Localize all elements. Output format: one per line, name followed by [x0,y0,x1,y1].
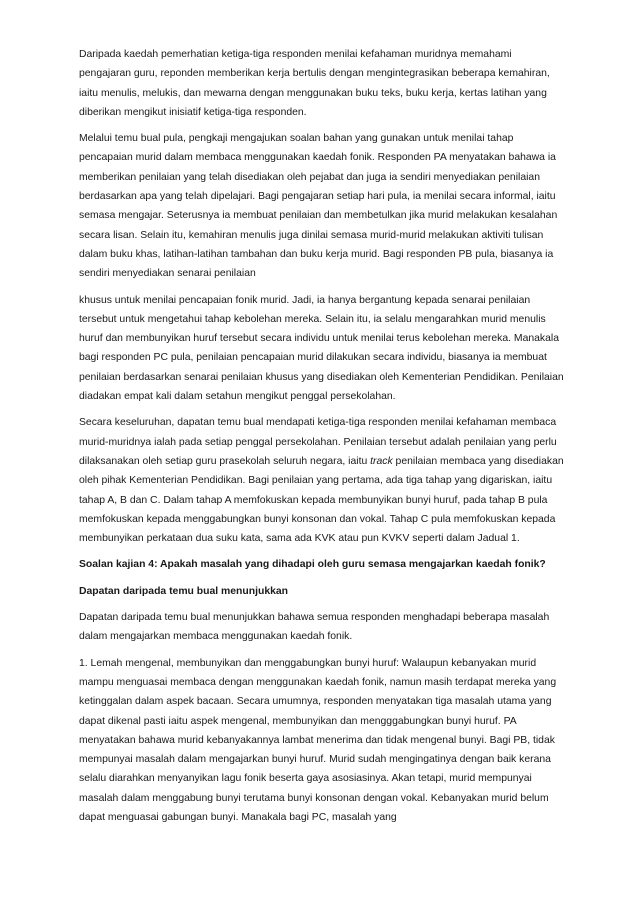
paragraph-6: 1. Lemah mengenal, membunyikan dan menggabungkan bunyi huruf: Walaupun kebanyakan murid mampu menguasai membaca dengan menggunakan kaedah fonik, namun masih terdapat mereka yang ketinggalan dalam aspek bacaan. Secara umumnya, responden menyatakan tiga masalah utama yang dapat dikenal pasti iaitu aspek mengenal, membunyikan dan mengggabungkan bunyi huruf. PA menyatakan bahawa murid kebanyakannya lambat menerima dan tidak mengenal bunyi. Bagi PB, tidak mempunyai masalah dalam mengajarkan bunyi huruf. Murid sudah mengingatinya dengan baik kerana selalu diarahkan menyanyikan lagu fonik beserta gaya asosiasinya. Akan tetapi, murid mempunyai masalah dalam menggabung bunyi terutama bunyi konsonan dengan vokal. Kebanyakan murid belum dapat menguasai gabungan bunyi. Manakala bagi PC, masalah yang [79,657,557,823]
paragraph-4-text-a: Secara keseluruhan, dapatan temu bual mendapati ketiga-tiga responden menilai kefahaman membaca murid-muridnya ialah pada setiap penggal persekolahan. Penilaian tersebut adalah penilaian yang perlu dilaksanakan oleh setiap guru prasekolah seluruh negara, iaitu [79,417,557,467]
paragraph-1: Daripada kaedah pemerhatian ketiga-tiga responden menilai kefahaman muridnya memahami pengajaran guru, reponden memberikan kerja bertulis dengan mengintegrasikan beberapa kemahiran, iaitu menulis, melukis, dan mewarna dengan menggunakan buku teks, buku kerja, kertas latihan yang diberikan mengikut inisiatif ketiga-tiga responden. [79,49,550,118]
paragraph-4-italic-term: track [370,455,393,467]
paragraph-4-text-b: penilaian membaca yang disediakan oleh pihak Kementerian Pendidikan. Bagi penilaian yang pertama, ada tiga tahap yang digariskan, iaitu tahap A, B dan C. Dalam tahap A memfokuskan kepada membunyikan bunyi huruf, pada tahap B pula memfokuskan kepada menggabungkan bunyi konsonan dan vokal. Tahap C pula memfokuskan kepada membunyikan perkataan dua suku kata, sama ada KVK atau pun KVKV seperti dalam Jadual 1. [79,455,564,545]
findings-subheading: Dapatan daripada temu bual menunjukkan [79,585,289,597]
paragraph-2: Melalui temu bual pula, pengkaji mengajukan soalan bahan yang gunakan untuk menilai tahap pencapaian murid dalam membaca menggunakan kaedah fonik. Responden PA menyatakan bahawa ia memberikan penilaian yang telah disediakan oleh pejabat dan juga ia sendiri menyediakan penilaian berdasarkan apa yang telah dipelajari. Bagi pengajaran setiap hari pula, ia menilai secara informal, iaitu semasa mengajar. Seterusnya ia membuat penilaian dan membetulkan jika murid melakukan kesalahan secara lisan. Selain itu, kemahiran menulis juga dinilai semasa murid-murid melakukan aktiviti tulisan dalam buku khas, latihan-latihan tambahan dan buku kerja murid. Bagi responden PB pula, biasanya ia sendiri menyediakan senarai penilaian [79,133,558,280]
paragraph-5: Dapatan daripada temu bual menunjukkan bahawa semua responden menghadapi beberapa masalah dalam mengajarkan membaca menggunakan kaedah fonik. [79,612,550,643]
paragraph-3: khusus untuk menilai pencapaian fonik murid. Jadi, ia hanya bergantung kepada senarai penilaian tersebut untuk mengetahui tahap kebolehan mereka. Selain itu, ia selalu mengarahkan murid menulis huruf dan membunyikan huruf tersebut secara individu untuk menilai terus kebolehan mereka. Manakala bagi responden PC pula, penilaian pencapaian murid dilakukan secara individu, biasanya ia membuat penilaian berdasarkan senarai penilaian khusus yang disediakan oleh Kementerian Pendidikan. Penilaian diadakan empat kali dalam setahun mengikut penggal persekolahan. [79,294,564,403]
paragraph-4 [79,413,566,548]
research-question-heading: Soalan kajian 4: Apakah masalah yang dihadapi oleh guru semasa mengajarkan kaedah fonik? [79,559,546,571]
